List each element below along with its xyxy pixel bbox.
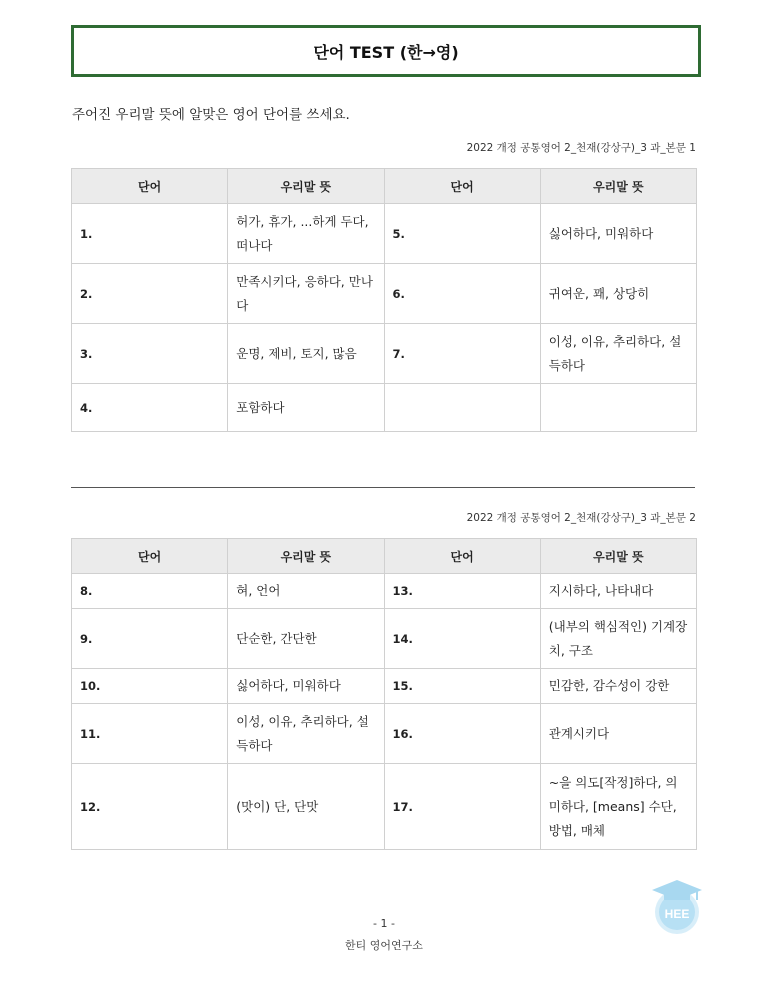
section2-source: 2022 개정 공통영어 2_천재(강상구)_3 과_본문 2: [466, 512, 696, 524]
answer-cell[interactable]: 4.: [72, 384, 228, 432]
header-meaning: 우리말 뜻: [540, 539, 696, 574]
answer-cell[interactable]: 13.: [384, 574, 540, 609]
meaning-cell: (맛이) 단, 단맛: [228, 764, 384, 850]
answer-cell[interactable]: 2.: [72, 264, 228, 324]
table-header-row: [72, 169, 697, 204]
answer-cell[interactable]: 15.: [384, 669, 540, 704]
answer-cell[interactable]: 11.: [72, 704, 228, 764]
header-meaning: 우리말 뜻: [540, 169, 696, 204]
meaning-cell: ~을 의도[작정]하다, 의미하다, [means] 수단, 방법, 매체: [540, 764, 696, 850]
meaning-cell: 민감한, 감수성이 강한: [540, 669, 696, 704]
section-divider: [71, 487, 695, 488]
meaning-cell: 단순한, 간단한: [228, 609, 384, 669]
header-word: 단어: [384, 169, 540, 204]
header-word: 단어: [72, 539, 228, 574]
table-row: [72, 384, 697, 432]
answer-cell[interactable]: 8.: [72, 574, 228, 609]
meaning-cell: (내부의 핵심적인) 기계장치, 구조: [540, 609, 696, 669]
answer-cell[interactable]: 3.: [72, 324, 228, 384]
page-title-text: 단어 TEST (한→영): [313, 42, 459, 62]
page-title: [71, 25, 701, 77]
answer-cell[interactable]: 12.: [72, 764, 228, 850]
table-row: [72, 669, 697, 704]
meaning-cell: 이성, 이유, 추리하다, 설득하다: [540, 324, 696, 384]
answer-cell[interactable]: 17.: [384, 764, 540, 850]
table-header-row: [72, 539, 697, 574]
footer-text: 한티 영어연구소: [345, 939, 423, 952]
answer-cell[interactable]: 10.: [72, 669, 228, 704]
table-row: [72, 264, 697, 324]
vocab-table-2: [71, 538, 697, 850]
header-word: 단어: [384, 539, 540, 574]
answer-cell[interactable]: 7.: [384, 324, 540, 384]
table-row: [72, 574, 697, 609]
meaning-cell: 관계시키다: [540, 704, 696, 764]
meaning-cell: 만족시키다, 응하다, 만나다: [228, 264, 384, 324]
table-row: [72, 609, 697, 669]
table-row: [72, 204, 697, 264]
meaning-cell: 싫어하다, 미워하다: [228, 669, 384, 704]
meaning-cell: 운명, 제비, 토지, 많음: [228, 324, 384, 384]
answer-cell[interactable]: 1.: [72, 204, 228, 264]
table-row: [72, 704, 697, 764]
answer-cell[interactable]: 6.: [384, 264, 540, 324]
table-row: [72, 764, 697, 850]
header-word: 단어: [72, 169, 228, 204]
header-meaning: 우리말 뜻: [228, 169, 384, 204]
meaning-cell: 포함하다: [228, 384, 384, 432]
meaning-cell: 이성, 이유, 추리하다, 설득하다: [228, 704, 384, 764]
logo-text: HEE: [664, 907, 690, 921]
meaning-cell: 지시하다, 나타내다: [540, 574, 696, 609]
page-number: - 1 -: [373, 917, 395, 930]
answer-cell[interactable]: 5.: [384, 204, 540, 264]
meaning-cell: 혀, 언어: [228, 574, 384, 609]
empty-cell: [540, 384, 696, 432]
vocab-table-1: [71, 168, 697, 432]
answer-cell[interactable]: 9.: [72, 609, 228, 669]
answer-cell[interactable]: 14.: [384, 609, 540, 669]
meaning-cell: 허가, 휴가, ...하게 두다, 떠나다: [228, 204, 384, 264]
header-meaning: 우리말 뜻: [228, 539, 384, 574]
empty-cell: [384, 384, 540, 432]
section1-source: 2022 개정 공통영어 2_천재(강상구)_3 과_본문 1: [466, 142, 696, 154]
answer-cell[interactable]: 16.: [384, 704, 540, 764]
meaning-cell: 귀여운, 꽤, 상당히: [540, 264, 696, 324]
instruction-text: 주어진 우리말 뜻에 알맞은 영어 단어를 쓰세요.: [72, 107, 350, 123]
table-row: [72, 324, 697, 384]
meaning-cell: 싫어하다, 미워하다: [540, 204, 696, 264]
